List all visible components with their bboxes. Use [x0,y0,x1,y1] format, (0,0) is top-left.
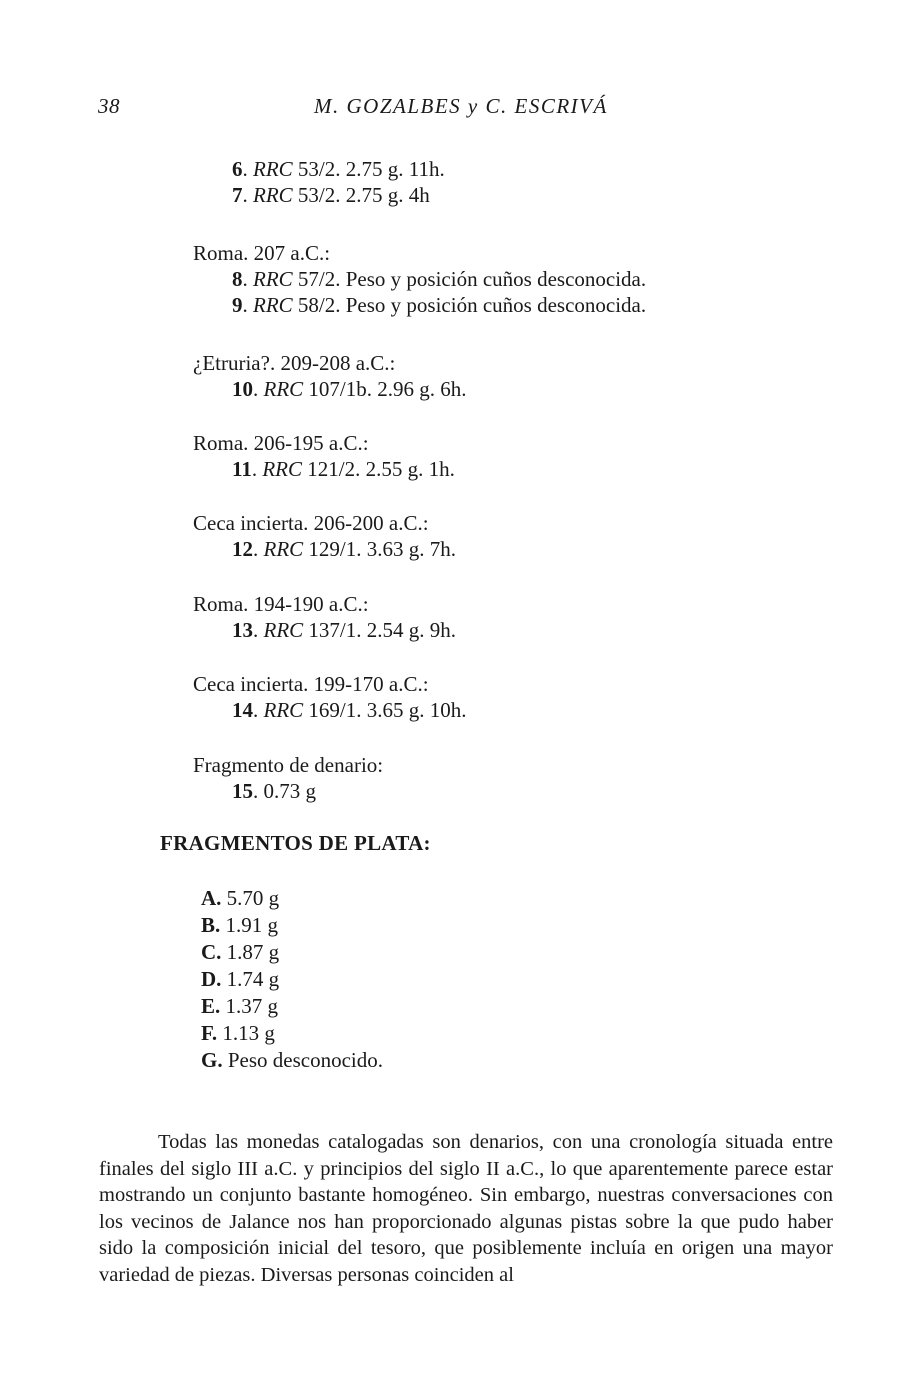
catalog-entry: 10. RRC 107/1b. 2.96 g. 6h. [232,377,467,401]
fragment-entry: G. Peso desconocido. [201,1048,383,1072]
catalog-entry: 6. RRC 53/2. 2.75 g. 11h. [232,157,445,181]
fragment-entry: A. 5.70 g [201,886,280,910]
mint-heading: Ceca incierta. 199-170 a.C.: [193,672,429,696]
catalog-entry: 15. 0.73 g [232,779,316,803]
fragment-entry: C. 1.87 g [201,940,280,964]
header-authors: M. GOZALBES y C. ESCRIVÁ [314,94,608,118]
fragment-entry: B. 1.91 g [201,913,279,937]
catalog-entry: 14. RRC 169/1. 3.65 g. 10h. [232,698,467,722]
catalog-entry: 12. RRC 129/1. 3.63 g. 7h. [232,537,457,561]
mint-heading: Roma. 207 a.C.: [193,241,331,265]
catalog-entry: 7. RRC 53/2. 2.75 g. 4h [232,183,430,207]
section-title: FRAGMENTOS DE PLATA: [160,831,431,855]
fragment-entry: F. 1.13 g [201,1021,275,1045]
catalog-entry: 8. RRC 57/2. Peso y posición cuños desconocida. [232,267,647,291]
catalog-entry: 13. RRC 137/1. 2.54 g. 9h. [232,618,457,642]
page-number: 38 [98,94,120,118]
catalog-entry: 9. RRC 58/2. Peso y posición cuños desconocida. [232,293,647,317]
fragment-entry: E. 1.37 g [201,994,279,1018]
mint-heading: Fragmento de denario: [193,753,384,777]
running-header [98,94,838,124]
catalog-entry: 11. RRC 121/2. 2.55 g. 1h. [232,457,455,481]
fragment-entry: D. 1.74 g [201,967,280,991]
mint-heading: Roma. 206-195 a.C.: [193,431,369,455]
mint-heading: Roma. 194-190 a.C.: [193,592,369,616]
body-paragraph: Todas las monedas catalogadas son denarios, con una cronología situada entre finales del siglo III a.C. y principios del siglo II a.C., lo que aparentemente parece estar mostrando un conjunto bastante homogéneo. Sin embargo, nuestras conversaciones con los vecinos de Jalance nos han proporcionado algunas pistas sobre la que pudo haber sido la composición inicial del tesoro, que posiblemente incluía en origen una mayor variedad de piezas. Diversas personas coinciden al [99,1131,833,1286]
mint-heading: Ceca incierta. 206-200 a.C.: [193,511,429,535]
mint-heading: ¿Etruria?. 209-208 a.C.: [193,351,396,375]
